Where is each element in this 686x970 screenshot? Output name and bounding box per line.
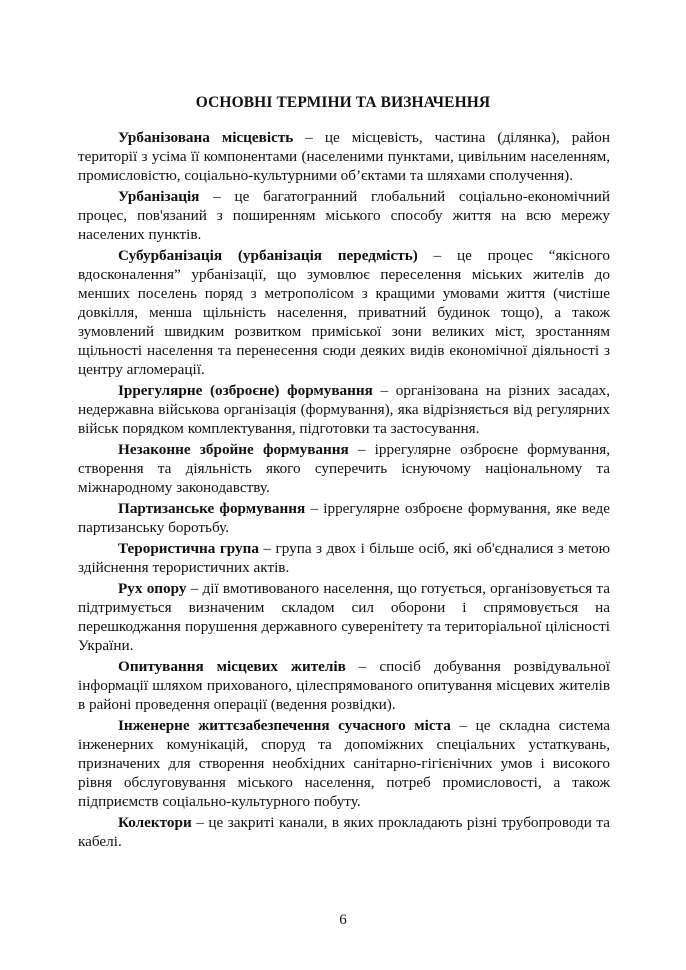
definition-entry [78,440,610,497]
definition-text: – іррегулярне озброєне формування, яке веде партизанську боротьбу. [78,500,610,536]
term: Інженерне життєзабезпечення сучасного міста [118,717,451,734]
term: Партизанське формування [118,500,306,517]
page-title: ОСНОВНІ ТЕРМІНИ ТА ВИЗНАЧЕННЯ [195,94,491,111]
definition-entry [78,128,610,185]
definition-text: – організована на різних засадах, недержавна військова організація (формування), яка відрізняється від регулярних військ порядком комплектування, підготовки та застосування. [78,382,611,437]
term: Колектори [118,814,192,831]
definitions-list [78,128,610,853]
definition-text: – це багатогранний глобальний соціально-економічний процес, пов'язаний з поширенням міського способу життя на всю мережу населених пунктів. [78,188,610,243]
definition-text: – це складна система інженерних комунікацій, споруд та допоміжних спеціальних устаткувань, призначених для створення необхідних санітарно-гігієнічних умов і високого рівня обслуговування міського населення, потреб промисловості, а також підприємств соціально-культурного побуту. [78,717,610,810]
definition-entry [78,381,610,438]
definition-text: – це процес “якісного вдосконалення” урбанізації, що зумовлює переселення міських жителів до менших поселень поряд з метрополісом з кращими умовами життя (чистіше довкілля, менша щільність населення, приватний будинок тощо), а також зумовлений швидким розвитком приміської зони великих міст, зростанням щільності населення та перенесення сюди деяких видів економічної діяльності з центру агломерації. [78,247,610,378]
definition-entry [78,539,610,577]
term: Іррегулярне (озброєне) формування [118,382,373,399]
definition-entry [78,813,610,851]
term: Незаконне збройне формування [118,441,349,458]
term: Терористична група [118,540,259,557]
term: Урбанізована місцевість [118,129,294,146]
definition-text: – дії вмотивованого населення, що готується, організовується та підтримується визначеним складом сил оборони і спрямовується на перешкоджання порушення державного суверенітету та територіальної цілісності України. [78,580,610,654]
page-number: 6 [339,912,347,928]
definition-entry [78,499,610,537]
definition-text: – іррегулярне озброєне формування, створення та діяльність якого суперечить існуючому національному та міжнародному законодавству. [78,441,610,496]
definition-text: – спосіб добування розвідувальної інформації шляхом прихованого, цілеспрямованого опитування місцевих жителів в районі проведення операції (ведення розвідки). [78,658,610,713]
definition-entry [78,187,610,244]
term: Урбанізація [118,188,200,205]
definition-text: – група з двох і більше осіб, які об'єдналися з метою здійснення терористичних актів. [78,540,610,576]
definition-entry [78,657,610,714]
definition-text: – це закриті канали, в яких прокладають різні трубопроводи та кабелі. [78,814,610,850]
definition-text: – це місцевість, частина (ділянка), район території з усіма її компонентами (населеними пунктами, цивільним населенням, промисловістю, соціально-культурними об’єктами та шляхами сполучення). [78,129,610,184]
term: Субурбанізація (урбанізація передмість) [118,247,418,264]
definition-entry [78,579,610,655]
definition-entry [78,716,610,811]
term: Опитування місцевих жителів [118,658,346,675]
term: Рух опору [118,580,187,597]
definition-entry [78,246,610,379]
